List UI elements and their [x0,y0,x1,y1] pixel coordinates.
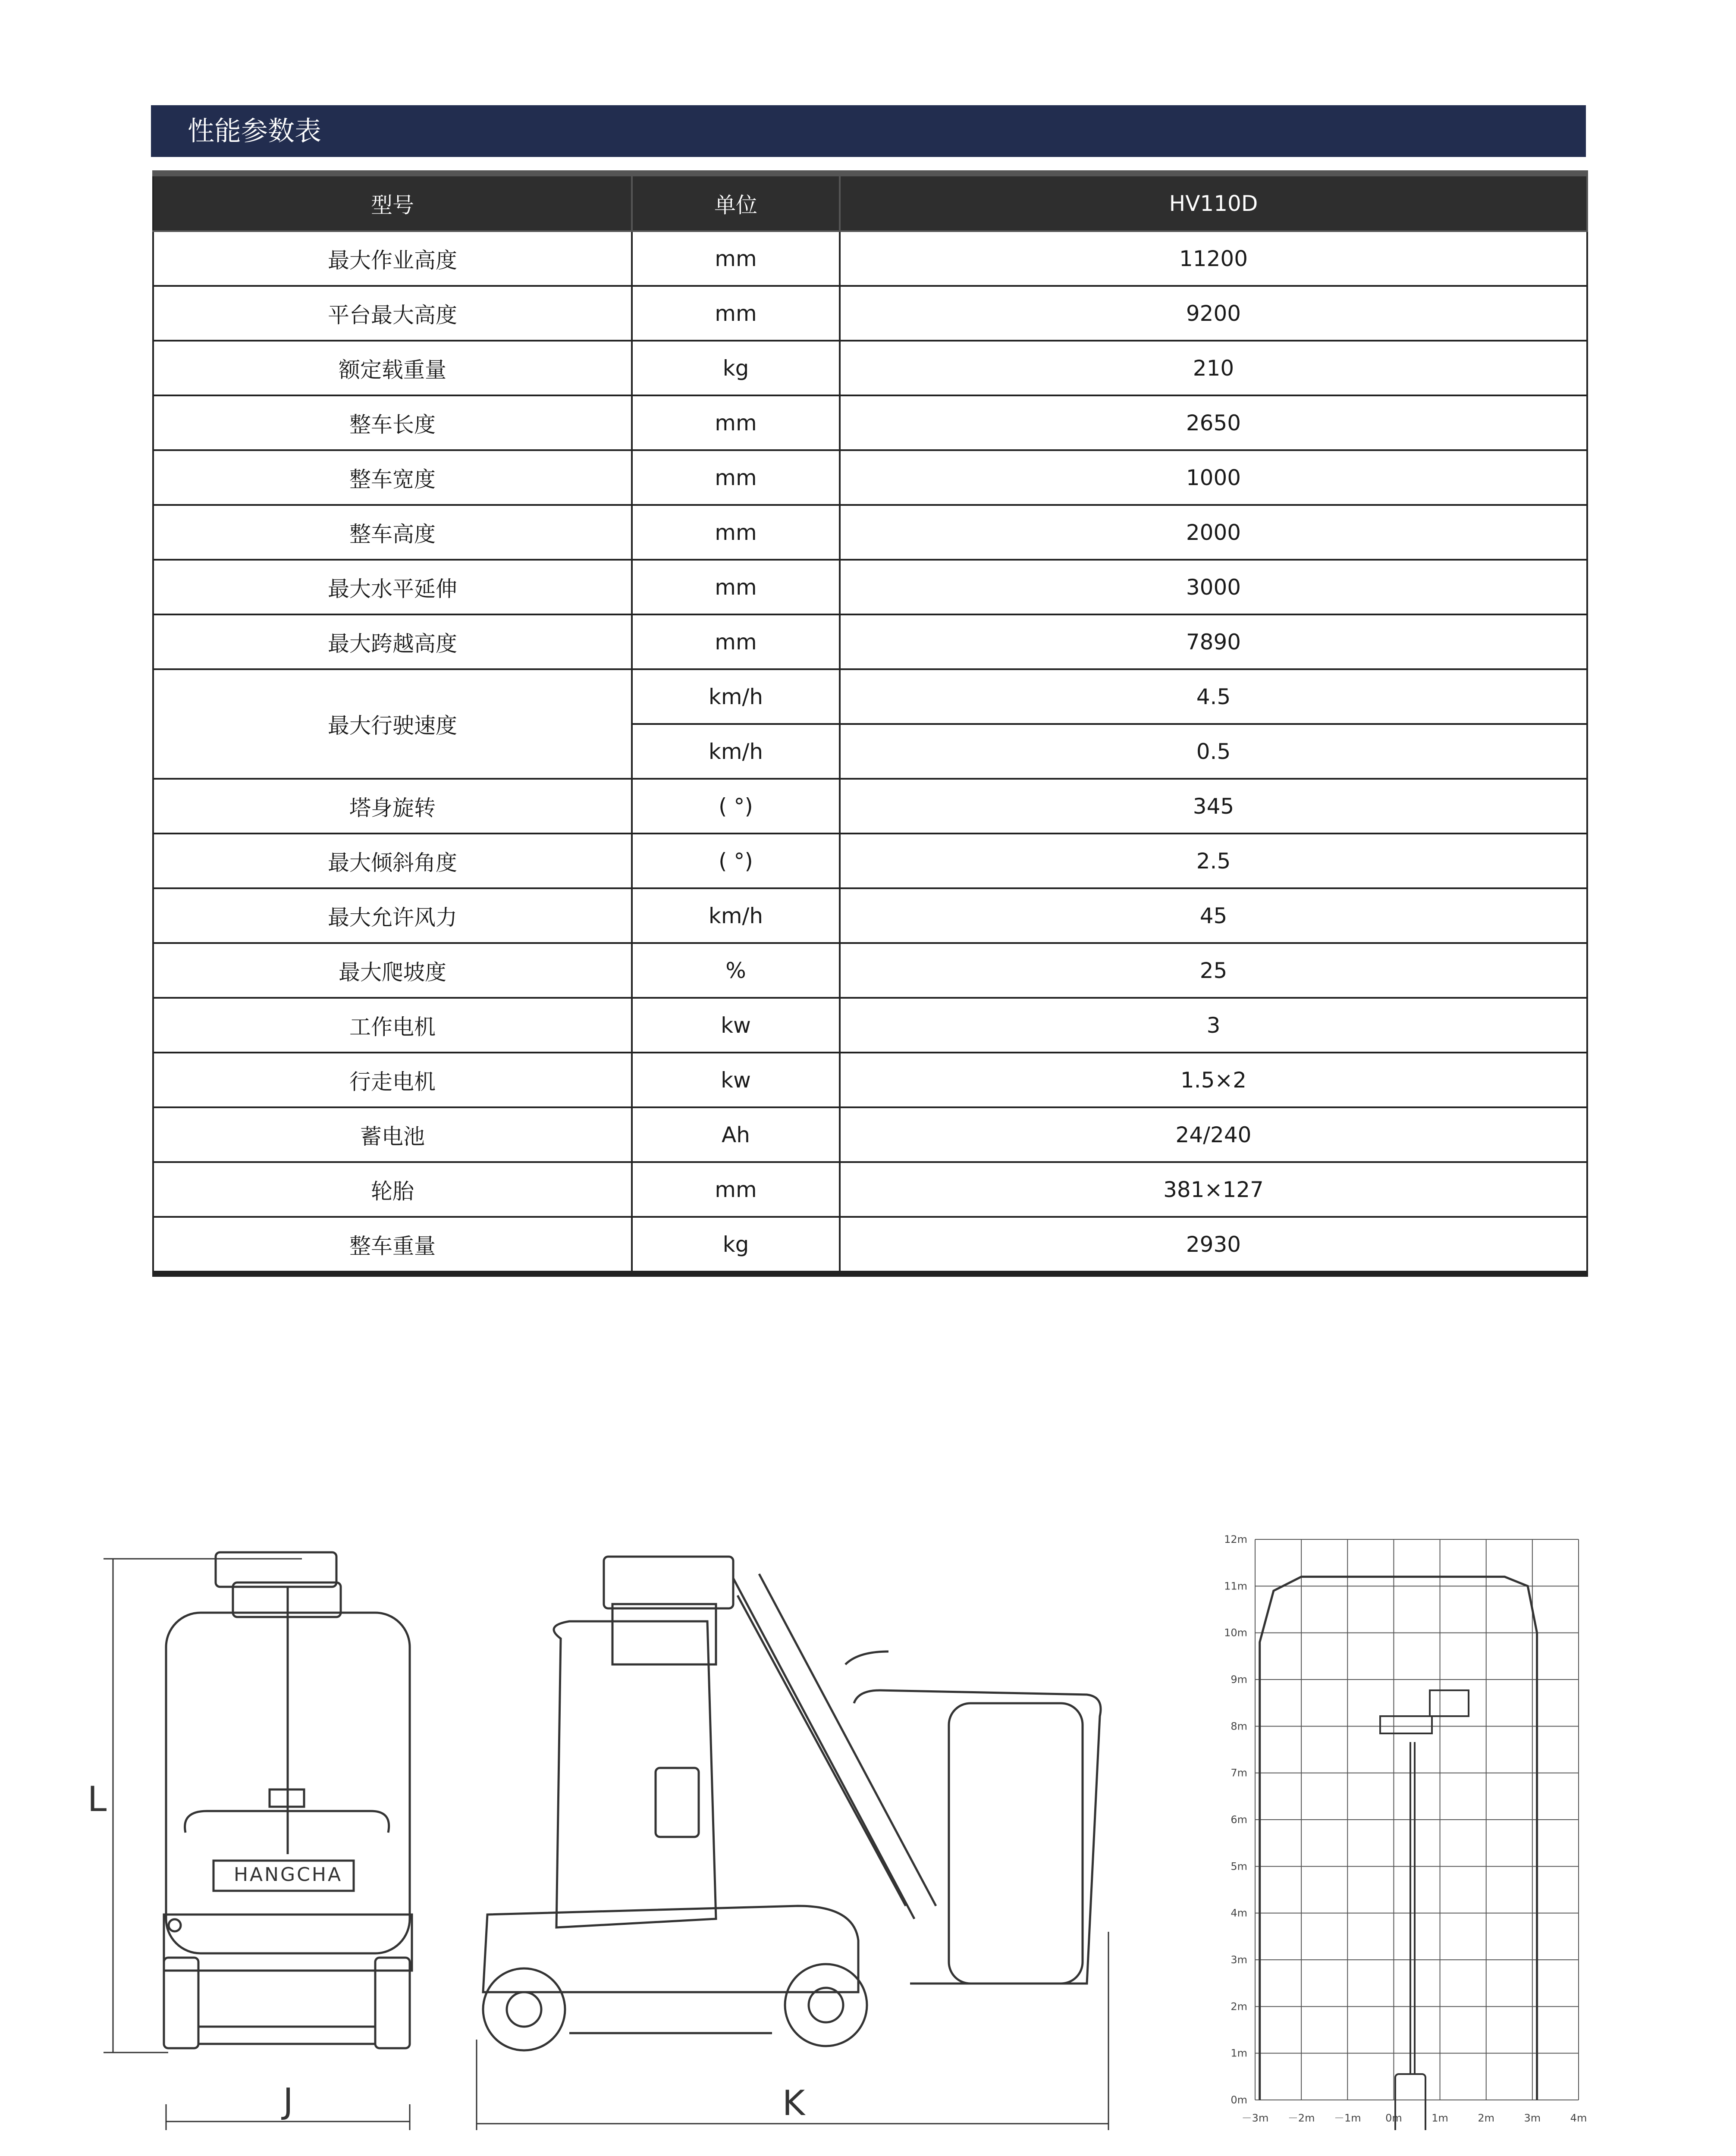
spec-label: 整车长度 [153,395,632,450]
spec-unit: kg [632,341,840,395]
table-header-row [153,173,1587,231]
spec-label: 整车高度 [153,505,632,560]
spec-label: 蓄电池 [153,1107,632,1162]
x-tick-label: 1m [1431,2112,1448,2124]
spec-unit: mm [632,231,840,286]
y-tick-label: 9m [1231,1673,1247,1686]
spec-unit: Ah [632,1107,840,1162]
spec-unit: kw [632,1053,840,1107]
spec-label: 最大爬坡度 [153,943,632,998]
section-title: 性能参数表 [188,115,322,147]
spec-value: 25 [840,943,1587,998]
section-title-banner [151,105,1586,157]
spec-label: 最大倾斜角度 [153,834,632,888]
table-row [153,231,1587,286]
y-tick-label: 3m [1231,1954,1247,1966]
dimension-label-width: J [283,2081,293,2121]
table-row [153,450,1587,505]
working-range-chart [1165,1526,1617,2130]
spec-value: 1.5×2 [840,1053,1587,1107]
spec-value: 4.5 [840,669,1587,724]
spec-value: 7890 [840,614,1587,669]
spec-label: 平台最大高度 [153,286,632,341]
chart-y-ticks [1224,1533,1247,2106]
front-brand-plate: HANGCHA [233,1864,343,1886]
spec-value: 210 [840,341,1587,395]
dimension-label-height: L [87,1779,107,1819]
table-row [153,1162,1587,1217]
y-tick-label: 1m [1231,2047,1247,2059]
y-tick-label: 4m [1231,1907,1247,1919]
table-row [153,341,1587,395]
y-tick-label: 8m [1231,1720,1247,1733]
column-header-model: 型号 [153,173,632,231]
table-row [153,395,1587,450]
table-row [153,779,1587,834]
spec-label: 整车宽度 [153,450,632,505]
x-tick-label: －1m [1334,2112,1361,2124]
table-row [153,1217,1587,1274]
spec-unit: mm [632,560,840,614]
spec-value: 381×127 [840,1162,1587,1217]
y-tick-label: 6m [1231,1814,1247,1826]
spec-unit: km/h [632,669,840,724]
spec-label: 整车重量 [153,1217,632,1274]
table-row [153,286,1587,341]
spec-unit: km/h [632,724,840,779]
spec-value: 345 [840,779,1587,834]
spec-label: 最大作业高度 [153,231,632,286]
spec-label: 最大允许风力 [153,888,632,943]
dimension-label-length: K [782,2083,805,2123]
spec-value: 24/240 [840,1107,1587,1162]
spec-unit: km/h [632,888,840,943]
table-row [153,669,1587,724]
x-tick-label: －2m [1287,2112,1315,2124]
x-tick-label: 0m [1385,2112,1402,2124]
y-tick-label: 5m [1231,1860,1247,1873]
table-row [153,614,1587,669]
y-tick-label: 10m [1224,1626,1247,1639]
spec-table [152,170,1588,1277]
table-row [153,834,1587,888]
y-tick-label: 0m [1231,2094,1247,2106]
spec-value: 3000 [840,560,1587,614]
x-tick-label: 3m [1524,2112,1541,2124]
table-row [153,560,1587,614]
x-tick-label: 2m [1478,2112,1495,2124]
side-view-drawing [483,1557,1101,2050]
column-header-unit: 单位 [632,173,840,231]
front-view-drawing [164,1552,412,2048]
spec-unit: % [632,943,840,998]
spec-label: 最大跨越高度 [153,614,632,669]
spec-unit: ( °) [632,834,840,888]
y-tick-label: 2m [1231,2000,1247,2013]
table-row [153,505,1587,560]
table-row [153,1107,1587,1162]
spec-unit: mm [632,450,840,505]
spec-label: 额定载重量 [153,341,632,395]
spec-value: 2.5 [840,834,1587,888]
y-tick-label: 11m [1224,1580,1247,1592]
chart-x-ticks [1242,2112,1587,2124]
spec-unit: mm [632,1162,840,1217]
table-body [153,231,1587,1274]
spec-value: 2000 [840,505,1587,560]
spec-label: 塔身旋转 [153,779,632,834]
y-tick-label: 7m [1231,1767,1247,1779]
spec-value: 0.5 [840,724,1587,779]
spec-unit: mm [632,286,840,341]
spec-label: 最大行驶速度 [153,669,632,779]
spec-unit: mm [632,395,840,450]
spec-value: 11200 [840,231,1587,286]
spec-unit: kg [632,1217,840,1274]
spec-label: 工作电机 [153,998,632,1053]
spec-value: 9200 [840,286,1587,341]
spec-value: 1000 [840,450,1587,505]
column-header-value: HV110D [840,173,1587,231]
y-tick-label: 12m [1224,1533,1247,1545]
table-row [153,943,1587,998]
x-tick-label: 4m [1570,2112,1587,2124]
spec-unit: mm [632,614,840,669]
spec-label: 行走电机 [153,1053,632,1107]
spec-unit: kw [632,998,840,1053]
table-row [153,888,1587,943]
x-tick-label: －3m [1241,2112,1269,2124]
chart-grid [1255,1539,1579,2100]
spec-label: 轮胎 [153,1162,632,1217]
table-row [153,998,1587,1053]
spec-unit: mm [632,505,840,560]
spec-value: 45 [840,888,1587,943]
spec-value: 2650 [840,395,1587,450]
spec-value: 2930 [840,1217,1587,1274]
table-row [153,1053,1587,1107]
spec-value: 3 [840,998,1587,1053]
spec-unit: ( °) [632,779,840,834]
spec-label: 最大水平延伸 [153,560,632,614]
